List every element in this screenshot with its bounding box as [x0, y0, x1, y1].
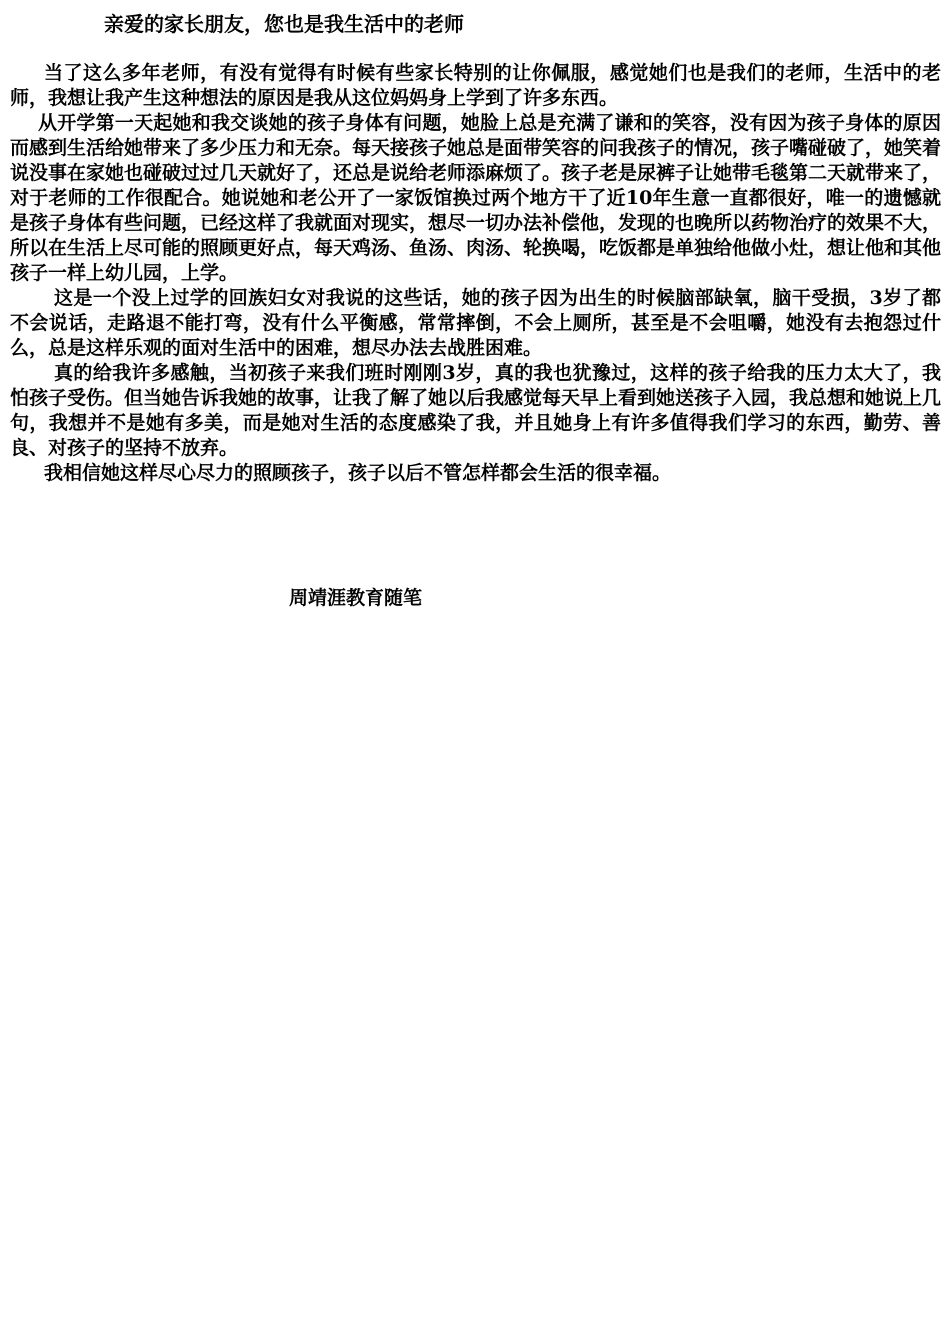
document-signature: 周靖涯教育随笔 — [289, 587, 423, 609]
document-body — [10, 61, 941, 486]
document-title: 亲爱的家长朋友，您也是我生活中的老师 — [104, 12, 464, 36]
paragraph-1: 当了这么多年老师，有没有觉得有时候有些家长特别的让你佩服，感觉她们也是我们的老师，生活中的老师，我想让我产生这种想法的原因是我从这位妈妈身上学到了许多东西。 — [10, 62, 941, 109]
paragraph-5: 我相信她这样尽心尽力的照顾孩子，孩子以后不管怎样都会生活的很幸福。 — [44, 462, 672, 484]
paragraph-3: 这是一个没上过学的回族妇女对我说的这些话，她的孩子因为出生的时候脑部缺氧，脑干受损，3岁了都不会说话，走路退不能打弯，没有什么平衡感，常常摔倒，不会上厕所，甚至是不会咀嚼，她没有去抱怨过什么，总是这样乐观的面对生活中的困难，想尽办法去战胜困难。 — [10, 287, 941, 359]
paragraph-4: 真的给我许多感触，当初孩子来我们班时刚刚3岁，真的我也犹豫过，这样的孩子给我的压力太大了，我怕孩子受伤。但当她告诉我她的故事，让我了解了她以后我感觉每天早上看到她送孩子入园，我总想和她说上几句，我想并不是她有多美，而是她对生活的态度感染了我，并且她身上有许多值得我们学习的东西，勤劳、善良、对孩子的坚持不放弃。 — [10, 362, 942, 459]
paragraph-2: 从开学第一天起她和我交谈她的孩子身体有问题，她脸上总是充满了谦和的笑容，没有因为孩子身体的原因而感到生活给她带来了多少压力和无奈。每天接孩子她总是面带笑容的问我孩子的情况，孩子嘴碰破了，她笑着说没事在家她也碰破过过几天就好了，还总是说给老师添麻烦了。孩子老是尿裤子让她带毛毯第二天就带来了，对于老师的工作很配合。她说她和老公开了一家饭馆换过两个地方干了近10年生意一直都很好，唯一的遗憾就是孩子身体有些问题，已经这样了我就面对现实，想尽一切办法补偿他，发现的也晚所以药物治疗的效果不大，所以在生活上尽可能的照顾更好点，每天鸡汤、鱼汤、肉汤、轮换喝，吃饭都是单独给他做小灶，想让他和其他孩子一样上幼儿园，上学。 — [10, 112, 942, 284]
